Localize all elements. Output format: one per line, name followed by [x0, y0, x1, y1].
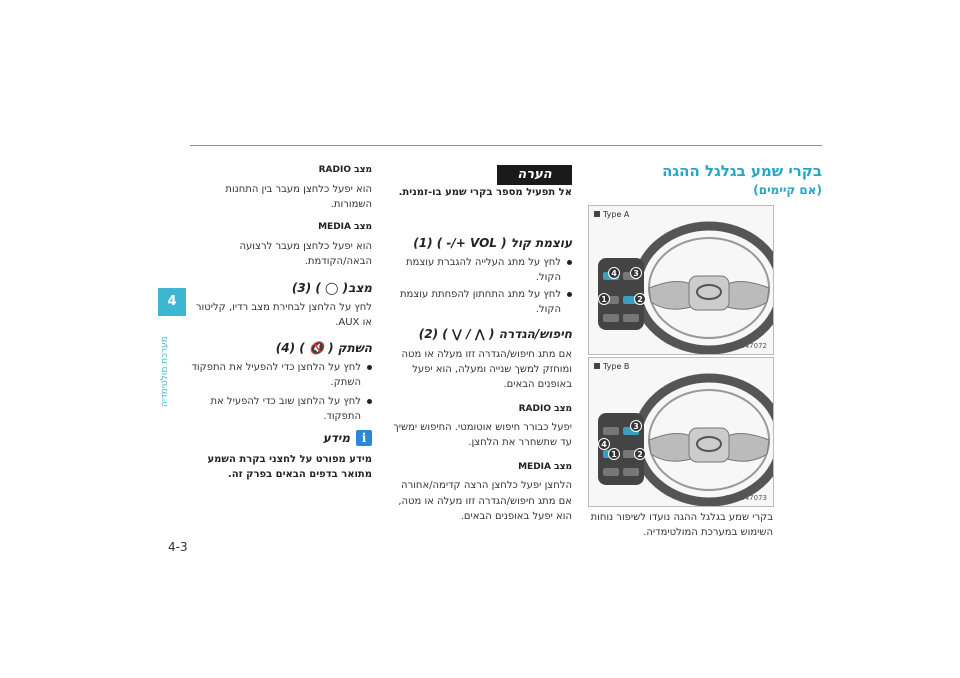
svg-text:3: 3: [633, 422, 639, 431]
seek-intro: אם מתג חיפוש/הגדרה זזו מעלה או מטה ומוחזק למשך שנייה ומעלה, הוא יפעל באופנים הבאים.: [401, 349, 572, 390]
steering-wheel-illustration: [589, 206, 773, 354]
mode-heading: מצב( ◯ ) (3): [291, 281, 372, 295]
radio-text: הוא יפעל כלחצן מעבר בין התחנות השמורות.: [225, 184, 372, 210]
mode-text: לחץ על הלחצן לבחירת מצב רדיו, קליטור או AUX.: [195, 302, 372, 328]
svg-text:1: 1: [611, 450, 617, 459]
svg-text:3: 3: [633, 269, 639, 278]
volume-bullet: לחץ על מתג התחתון להפחתת עוצמת הקול.: [392, 287, 572, 317]
info-icon: i: [356, 430, 372, 446]
steering-wheel-figure-b: [588, 357, 774, 507]
page-number: 4-3: [168, 540, 188, 554]
seek-radio-text: יפעל כבורר חיפוש אוטומטי. החיפוש ימשיך עד שתשחרר את הלחצן.: [393, 422, 572, 448]
media-title: מצב MEDIA: [318, 222, 372, 232]
steering-wheel-illustration: [589, 358, 773, 506]
info-text: מידע מפורט על לחצני בקרת השמע מתואר בדפים הבאים בפרק זה.: [207, 454, 372, 480]
chapter-tab: 4: [158, 288, 186, 316]
steering-wheel-figure-a: [588, 205, 774, 355]
section-subtitle: (אם קיימים): [753, 183, 822, 197]
mute-bullet: לחץ על הלחצן שוב כדי להפעיל את התפקוד.: [190, 394, 372, 424]
seek-media-title: מצב MEDIA: [518, 462, 572, 472]
section-title: בקרי שמע בגלגל ההגה: [662, 162, 822, 180]
svg-text:2: 2: [637, 295, 643, 304]
seek-media-text: הלחצן יפעל כלחצן הרצה קדימה/אחורה: [401, 480, 572, 491]
volume-bullet: לחץ על מתג העלייה להגברת עוצמת הקול.: [392, 255, 572, 285]
radio-title: מצב RADIO: [318, 165, 372, 175]
mute-heading: השתק ( 🔇 ) (4): [275, 341, 372, 355]
mute-bullet: לחץ על הלחצן כדי להפעיל את התפקוד השתק.: [190, 360, 372, 390]
volume-heading: עוצמת קול ( VOL +/- ) (1): [413, 236, 572, 250]
seek-tail: אם מתג חיפוש/הגדרה זזו מעלה או מטה, הוא יפעל באופנים הבאים.: [398, 496, 572, 522]
figure-a-code: OOS047072: [724, 342, 767, 350]
figure-caption: בקרי שמע בגלגל ההגה נועדו לשיפור נוחות השימוש במערכת המולטימדיה.: [590, 512, 773, 538]
top-divider: [190, 145, 822, 146]
figure-b-label: Type B: [594, 362, 629, 371]
warning-label: הערה: [497, 165, 572, 185]
svg-text:2: 2: [637, 450, 643, 459]
figure-b-code: OOS047073: [724, 494, 767, 502]
figure-a-label: Type A: [594, 210, 629, 219]
media-text: הוא יפעל כלחצן מעבר לרצועה הבאה/הקודמת.: [239, 241, 372, 267]
svg-text:4: 4: [611, 269, 617, 278]
info-header: [190, 430, 372, 448]
warning-text: אל תפעיל מספר בקרי שמע בו-זמנית.: [398, 187, 572, 198]
svg-text:4: 4: [601, 440, 607, 449]
chapter-label: מערכת מולטימדיה: [160, 336, 170, 408]
svg-text:1: 1: [601, 295, 607, 304]
seek-radio-title: מצב RADIO: [518, 404, 572, 414]
info-title: מידע: [322, 431, 350, 445]
seek-heading: חיפוש/הגדרה ( ⋀ / ⋁ ) (2): [418, 327, 572, 341]
